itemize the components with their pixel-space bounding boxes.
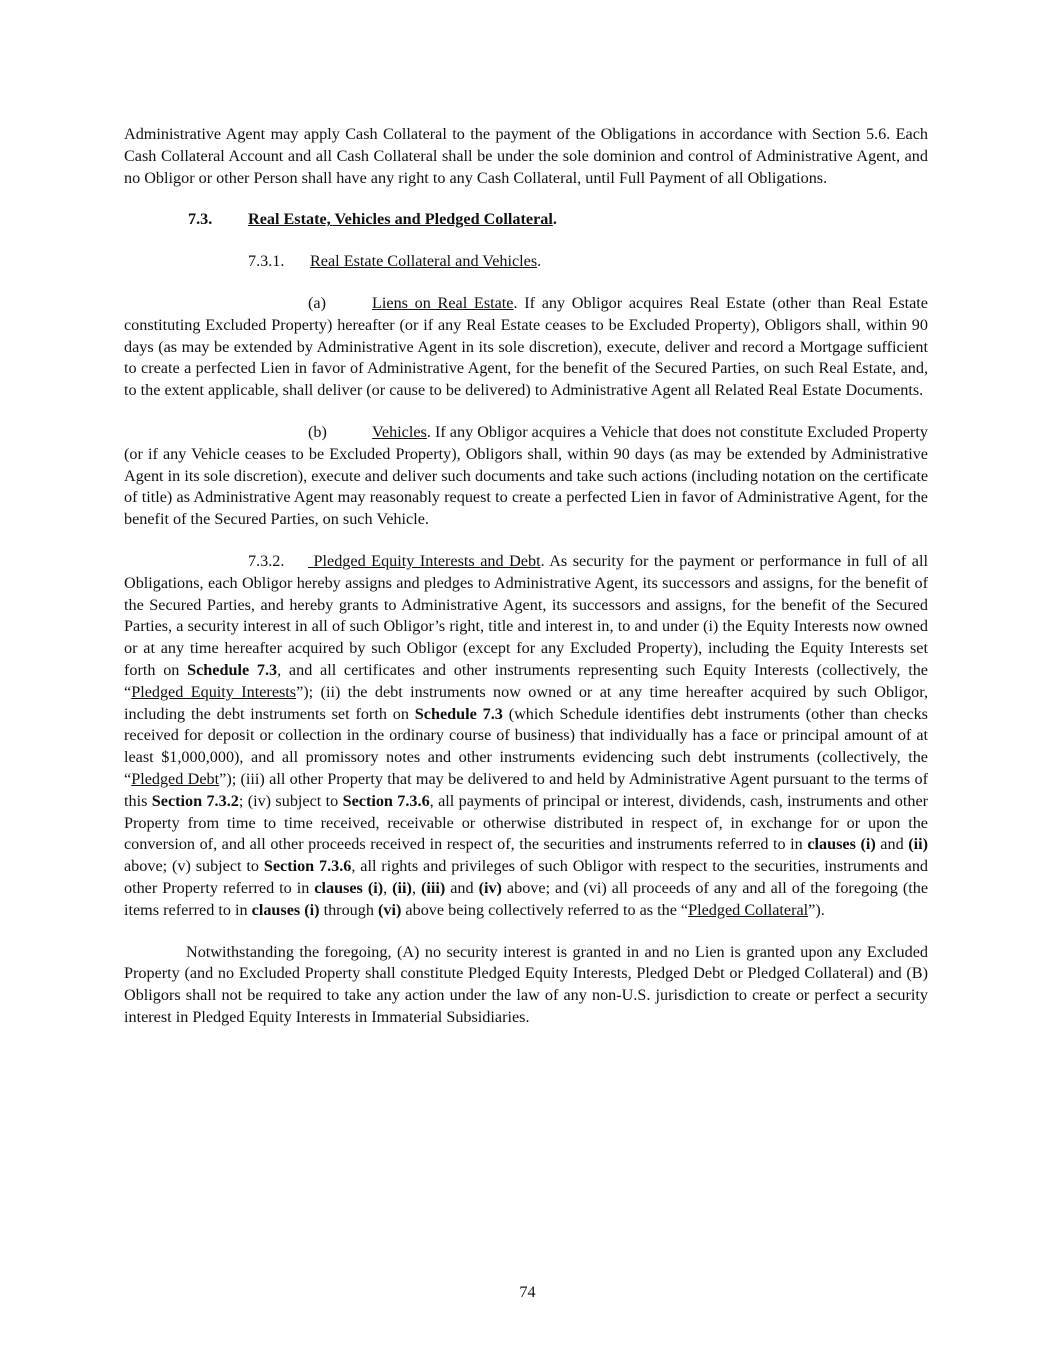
text-run: , <box>411 878 421 897</box>
text-run: , and all certificates and other instruments representing such Equity Interests (collectively, the “ <box>124 660 928 701</box>
section-7-3-1-heading <box>124 251 928 273</box>
defined-term: Pledged Debt <box>131 769 220 788</box>
bold-reference: clauses (i) <box>314 878 384 897</box>
text-run: ”). <box>808 900 825 919</box>
heading-period: . <box>552 210 557 229</box>
clause-label: (a) <box>308 293 326 312</box>
bold-reference: Schedule 7.3 <box>187 660 278 679</box>
section-title: Real Estate, Vehicles and Pledged Collateral <box>248 210 553 229</box>
document-page <box>124 124 928 1029</box>
text-run: , <box>383 878 393 897</box>
clause-label: (b) <box>308 422 327 441</box>
section-7-3-2-paragraph <box>124 551 928 922</box>
intro-paragraph: Administrative Agent may apply Cash Collateral to the payment of the Obligations in accordance with Section 5.6. Each Cash Collateral Account and all Cash Collateral shall be under the sole dominion and control of Administrative Agent, and no Obligor or other Person shall have any right to any Cash Collateral, until Full Payment of all Obligations. <box>124 125 928 187</box>
page-number: 74 <box>519 1283 536 1301</box>
text-run: and <box>445 878 479 897</box>
section-number: 7.3. <box>188 210 213 229</box>
clause-heading: Vehicles <box>372 422 427 441</box>
text-run: above being collectively referred to as the “ <box>401 900 689 919</box>
defined-term: Pledged Collateral <box>688 900 809 919</box>
subsection-heading: Pledged Equity Interests and Debt <box>308 551 541 570</box>
subsection-title: Real Estate Collateral and Vehicles <box>310 252 538 271</box>
bold-reference: Section 7.3.6 <box>263 857 352 876</box>
text-run: ; (iv) subject to <box>238 791 343 810</box>
text-run: ”); (iii) all other Property that may be delivered to and held by Administrative Agent pursuant to the terms of this <box>124 769 928 810</box>
section-7-3-heading <box>124 209 928 231</box>
bold-reference: (ii) <box>392 878 412 897</box>
text-run: above; and (vi) all proceeds of any and all of the foregoing (the items referred to in <box>124 878 929 919</box>
bold-reference: (vi) <box>378 900 402 919</box>
paragraph-a <box>124 293 928 402</box>
bold-reference: Section 7.3.2 <box>151 791 239 810</box>
text-run: (which Schedule identifies debt instruments (other than checks received for deposit or collection in the ordinary course of business) that individually has a face or principal amount of at least $1,000,000), and all promissory notes and other instruments evidencing such debt instruments (collectively, the “ <box>124 704 928 788</box>
text-run: , all payments of principal or interest, dividends, cash, instruments and other Property from time to time received, receivable or otherwise distributed in respect of, in exchange for or upon the conversion of, and all other proceeds received in respect of, the securities and instruments referred to in <box>124 791 929 854</box>
clause-body: . If any Obligor acquires Real Estate (other than Real Estate constituting Excluded Property) hereafter (or if any Real Estate ceases to be Excluded Property), Obligors shall, within 90 days (as may be extended by Administrative Agent in its sole discretion), execute, deliver and record a Mortgage sufficient to create a perfected Lien in favor of Administrative Agent, for the benefit of the Secured Parties, on such Real Estate, and, to the extent applicable, shall deliver (or cause to be delivered) to Administrative Agent all Related Real Estate Documents. <box>124 293 928 400</box>
text-run: and <box>875 835 909 854</box>
notwithstanding-paragraph: Notwithstanding the foregoing, (A) no security interest is granted in and no Lien is granted upon any Excluded Property (and no Excluded Property shall constitute Pledged Equity Interests, Pledged Debt or Pledged Collateral) and (B) Obligors shall not be required to take any action under the law of any non-U.S. jurisdiction to create or perfect a security interest in Pledged Equity Interests in Immaterial Subsidiaries. <box>124 942 928 1026</box>
text-run: , all rights and privileges of such Obligor with respect to the securities, instruments and other Property referred to in <box>124 857 929 897</box>
defined-term: Pledged Equity Interests <box>131 682 297 701</box>
bold-reference: (iii) <box>420 878 446 897</box>
bold-reference: Section 7.3.6 <box>342 791 430 810</box>
bold-reference: clauses (i) <box>251 900 320 919</box>
paragraph-b <box>124 422 928 531</box>
bold-reference: Schedule 7.3 <box>414 704 503 723</box>
text-run: above; (v) subject to <box>124 857 264 876</box>
bold-reference: (iv) <box>478 878 502 897</box>
subsection-number: 7.3.2. <box>248 551 285 570</box>
text-run: through <box>319 900 378 919</box>
subsection-number: 7.3.1. <box>248 252 285 271</box>
text-run: . As security for the payment or performance in full of all Obligations, each Obligor hereby assigns and pledges to Administrative Agent, its successors and assigns, for the benefit of the Secured Parties, and hereby grants to Administrative Agent, its successors and assigns, for the benefit of the Secured Parties, a security interest in all of such Obligor’s right, title and interest in, to and under (i) the Equity Interests now owned or at any time hereafter acquired by such Obligor (except for any Excluded Property), including the Equity Interests set forth on <box>124 551 928 679</box>
clause-body: . If any Obligor acquires a Vehicle that does not constitute Excluded Property (or if any Vehicle ceases to be Excluded Property), Obligors shall, within 90 days (as may be extended by Administrative Agent in its sole discretion), execute and deliver such documents and take such actions (including notation on the certificate of title) as Administrative Agent may reasonably request to create a perfected Lien in favor of Administrative Agent, for the benefit of the Secured Parties, on such Vehicle. <box>124 422 928 529</box>
bold-reference: clauses (i) <box>807 835 876 854</box>
text-run: ”); (ii) the debt instruments now owned or at any time hereafter acquired by such Obligor, including the debt instruments set forth on <box>124 682 929 723</box>
heading-period: . <box>537 252 542 271</box>
clause-heading: Liens on Real Estate <box>372 293 514 312</box>
bold-reference: (ii) <box>908 835 928 854</box>
